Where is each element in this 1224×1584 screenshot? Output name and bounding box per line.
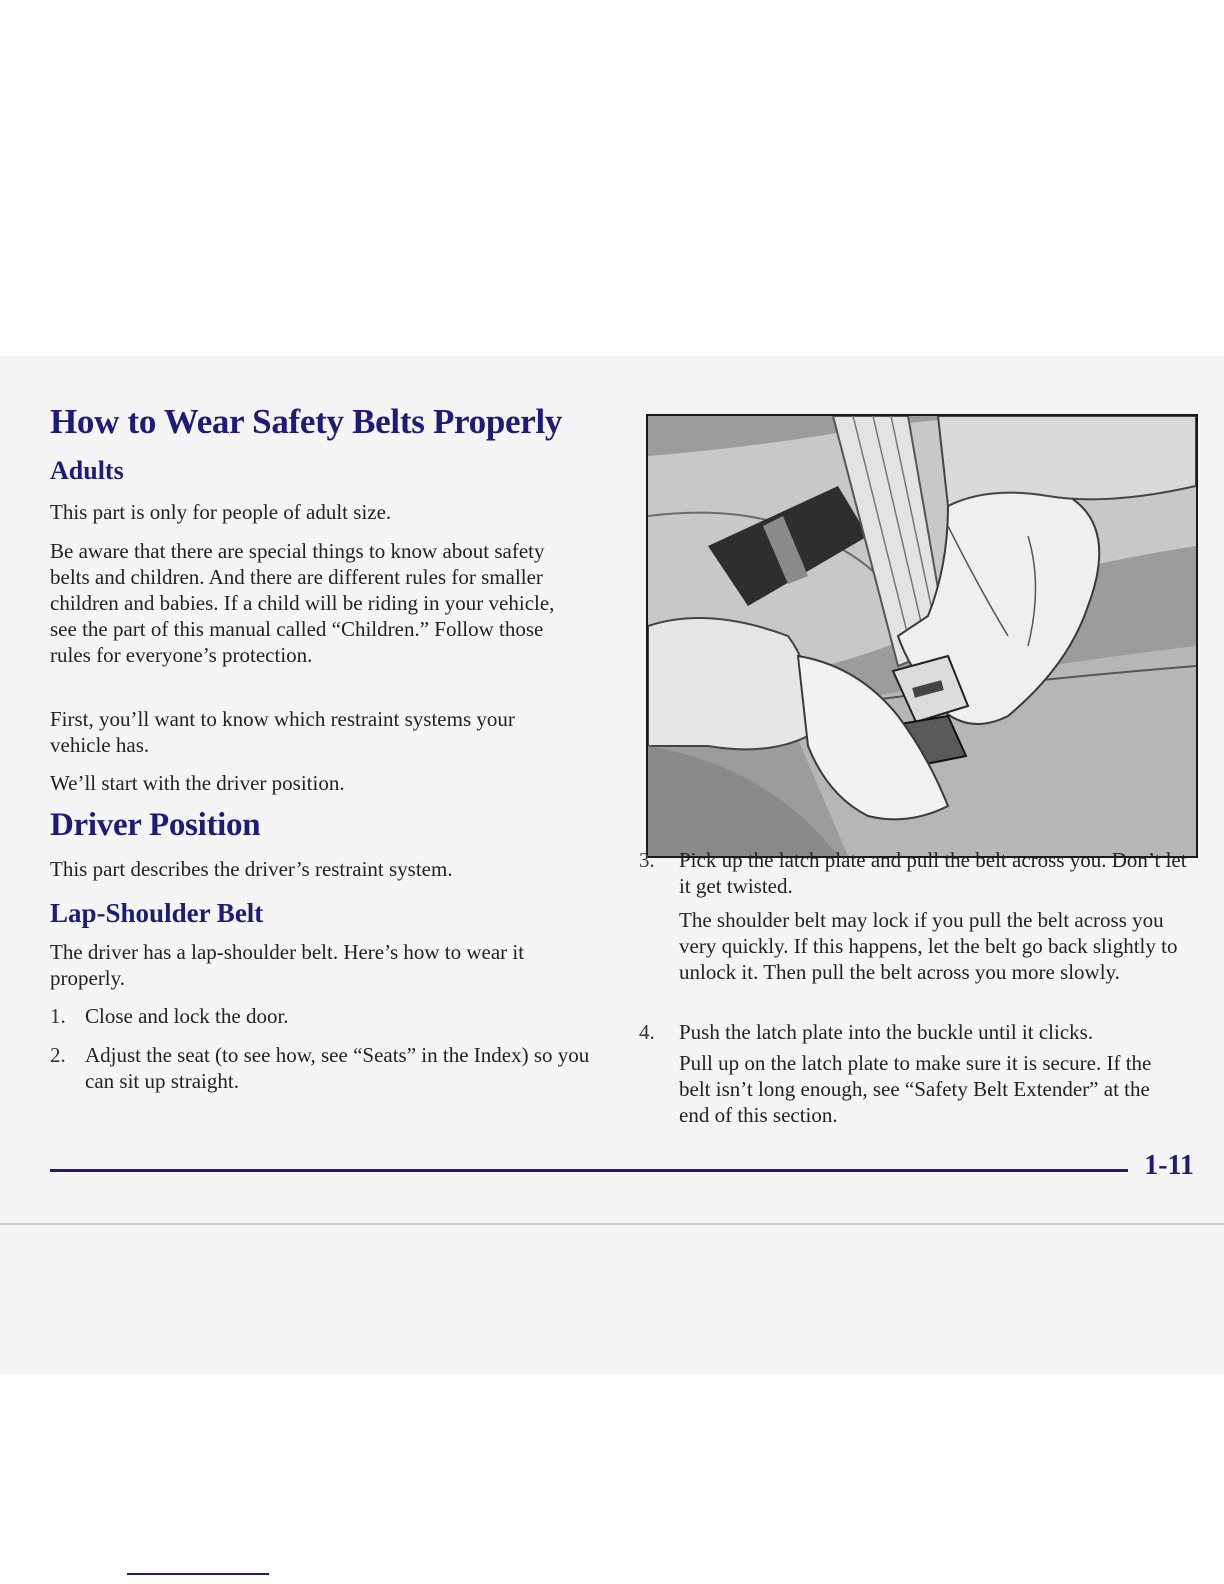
para-children-note: Be aware that there are special things to know about safety belts and children. And there are different rules for smaller children and babies. If a child will be riding in your vehicle, see the part of this manual called “Children.” Follow those rules for everyone’s protection. xyxy=(50,539,555,667)
step-3-number: 3. xyxy=(639,848,655,872)
step-1-number: 1. xyxy=(50,1004,66,1028)
step-3-text: Pick up the latch plate and pull the belt across you. Don’t let it get twisted. xyxy=(679,848,1187,898)
footer-rule xyxy=(50,1169,1128,1172)
lap-shoulder-heading: Lap-Shoulder Belt xyxy=(50,898,264,928)
adults-heading: Adults xyxy=(50,456,124,485)
para-driver-restraint: This part describes the driver’s restraint system. xyxy=(50,857,453,881)
step-4-text: Push the latch plate into the buckle until it clicks. xyxy=(679,1020,1094,1044)
seatbelt-illustration xyxy=(646,414,1198,858)
bottom-underline xyxy=(127,1573,269,1575)
band-bottom-rule xyxy=(0,1223,1224,1225)
driver-position-heading: Driver Position xyxy=(50,807,261,843)
step-4-number: 4. xyxy=(639,1020,655,1044)
page-number: 1-11 xyxy=(1144,1150,1194,1181)
seatbelt-illustration-drawing xyxy=(648,416,1196,856)
para-driver-start: We’ll start with the driver position. xyxy=(50,771,345,795)
step-1-text: Close and lock the door. xyxy=(85,1004,289,1028)
step-3-note: The shoulder belt may lock if you pull the belt across you very quickly. If this happens, let the belt go back slightly to unlock it. Then pull the belt across you more slowly. xyxy=(679,908,1178,984)
para-restraint-systems: First, you’ll want to know which restraint systems your vehicle has. xyxy=(50,707,515,757)
step-2-text: Adjust the seat (to see how, see “Seats” in the Index) so you can sit up straight. xyxy=(85,1043,590,1093)
para-lap-shoulder: The driver has a lap-shoulder belt. Here’s how to wear it properly. xyxy=(50,940,525,990)
page-title: How to Wear Safety Belts Properly xyxy=(50,402,563,441)
step-4-note: Pull up on the latch plate to make sure it is secure. If the belt isn’t long enough, see “Safety Belt Extender” at the end of this section. xyxy=(679,1051,1152,1127)
para-adult-size: This part is only for people of adult size. xyxy=(50,500,392,524)
step-2-number: 2. xyxy=(50,1043,66,1067)
